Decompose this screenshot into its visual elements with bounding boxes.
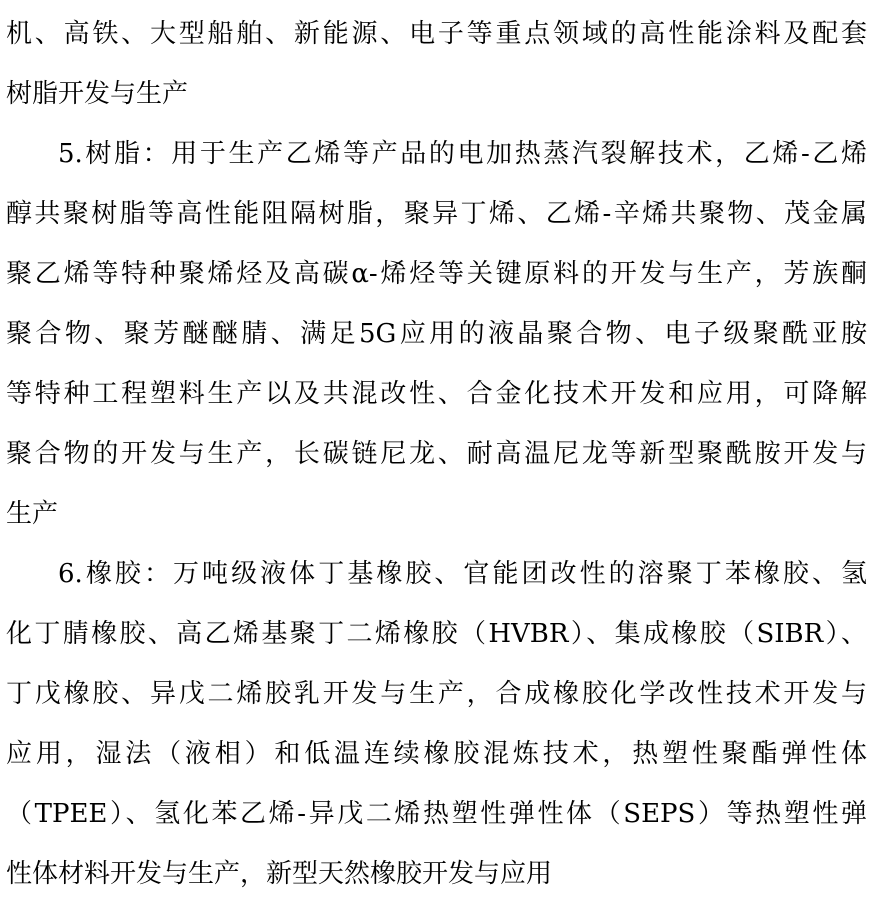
text-line-7: 等特种工程塑料生产以及共混改性、合金化技术开发和应用，可降解 bbox=[6, 379, 867, 409]
text-line-15: 性体材料开发与生产，新型天然橡胶开发与应用 bbox=[6, 859, 553, 889]
text-line-14: （TPEE）、氢化苯乙烯-异戊二烯热塑性弹性体（SEPS）等热塑性弹 bbox=[6, 799, 867, 829]
text-line-1: 机、高铁、大型船舶、新能源、电子等重点领域的高性能涂料及配套 bbox=[6, 19, 867, 49]
text-line-4: 醇共聚树脂等高性能阻隔树脂，聚异丁烯、乙烯-辛烯共聚物、茂金属 bbox=[6, 199, 867, 229]
text-line-9: 生产 bbox=[6, 499, 59, 529]
section-6-heading-line: 6.橡胶：万吨级液体丁基橡胶、官能团改性的溶聚丁苯橡胶、氢 bbox=[58, 559, 867, 589]
section-5-heading-line: 5.树脂：用于生产乙烯等产品的电加热蒸汽裂解技术，乙烯-乙烯 bbox=[58, 139, 867, 169]
text-line-13: 应用，湿法（液相）和低温连续橡胶混炼技术，热塑性聚酯弹性体 bbox=[6, 739, 867, 769]
text-line-8: 聚合物的开发与生产，长碳链尼龙、耐高温尼龙等新型聚酰胺开发与 bbox=[6, 439, 867, 469]
text-line-11: 化丁腈橡胶、高乙烯基聚丁二烯橡胶（HVBR）、集成橡胶（SIBR）、 bbox=[6, 619, 867, 649]
text-line-12: 丁戊橡胶、异戊二烯胶乳开发与生产，合成橡胶化学改性技术开发与 bbox=[6, 679, 867, 709]
text-line-2: 树脂开发与生产 bbox=[6, 79, 189, 109]
text-line-6: 聚合物、聚芳醚醚腈、满足5G应用的液晶聚合物、电子级聚酰亚胺 bbox=[6, 319, 867, 349]
text-line-5: 聚乙烯等特种聚烯烃及高碳α-烯烃等关键原料的开发与生产，芳族酮 bbox=[6, 259, 867, 289]
